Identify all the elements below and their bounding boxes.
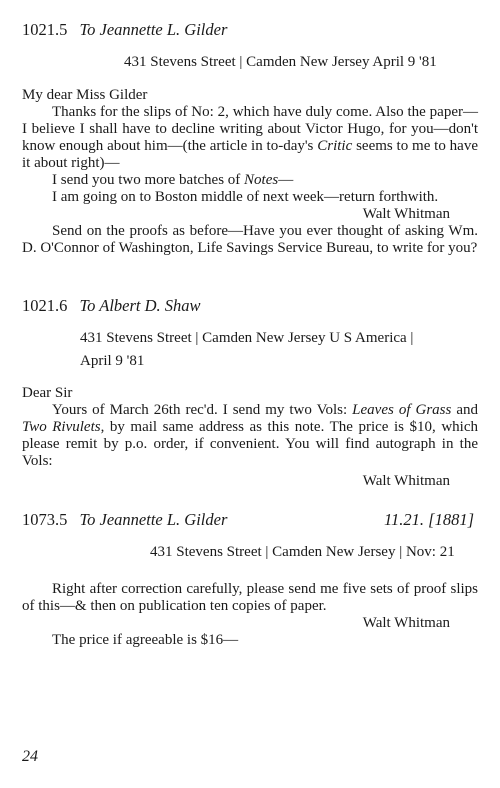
letter-heading — [22, 296, 478, 316]
letter-1021-6 — [22, 296, 478, 490]
letter-body — [22, 385, 478, 490]
salutation: My dear Miss Gilder — [22, 87, 148, 103]
paragraph: Thanks for the slips of No: 2, which have duly come. Also the paper—I believe I shall have to decline writing about Victor Hugo, for you—don't know enough about him—(the article in to-day's Critic seems to me to have it about right)— — [22, 104, 478, 171]
letter-address: 431 Stevens Street | Camden New Jersey | Nov: 21 — [150, 544, 455, 560]
paragraph: I send you two more batches of Notes— — [52, 172, 294, 188]
letter-number: 1073.5 — [22, 510, 68, 529]
letter-body — [22, 87, 478, 257]
letter-recipient: To Jeannette L. Gilder — [79, 510, 228, 529]
letter-address: 431 Stevens Street | Camden New Jersey April 9 '81 — [124, 54, 437, 70]
letter-heading — [22, 510, 478, 530]
paragraph: Send on the proofs as before—Have you ever thought of asking Wm. D. O'Connor of Washington, Life Savings Service Bureau, to write for you? — [22, 223, 478, 256]
salutation: Dear Sir — [22, 385, 73, 401]
paragraph: The price if agreeable is $16— — [52, 632, 239, 648]
paragraph: Yours of March 26th rec'd. I send my two Vols: Leaves of Grass and Two Rivulets, by mail same address as this note. The price is $10, which please remit by p.o. order, if convenient. You will find autograph in the Vols: — [22, 402, 478, 469]
signature: Walt Whitman — [362, 206, 450, 222]
letter-1021-5 — [22, 20, 478, 257]
letter-number: 1021.5 — [22, 20, 68, 39]
signature: Walt Whitman — [362, 615, 450, 631]
paragraph: Right after correction carefully, please send me five sets of proof slips of this—& then on publication ten copies of paper. — [22, 581, 478, 614]
signature: Walt Whitman — [362, 473, 450, 489]
letter-recipient: To Albert D. Shaw — [79, 296, 201, 315]
letter-date: 11.21. [1881] — [384, 510, 474, 529]
letter-number: 1021.6 — [22, 296, 68, 315]
page-number: 24 — [22, 748, 38, 765]
letter-heading — [22, 20, 478, 40]
letter-1073-5 — [22, 510, 478, 649]
letter-body — [22, 581, 478, 649]
paragraph: I am going on to Boston middle of next week—return forthwith. — [52, 189, 439, 205]
letter-recipient: To Jeannette L. Gilder — [79, 20, 228, 39]
letter-address: 431 Stevens Street | Camden New Jersey U S America | April 9 '81 — [80, 330, 414, 369]
